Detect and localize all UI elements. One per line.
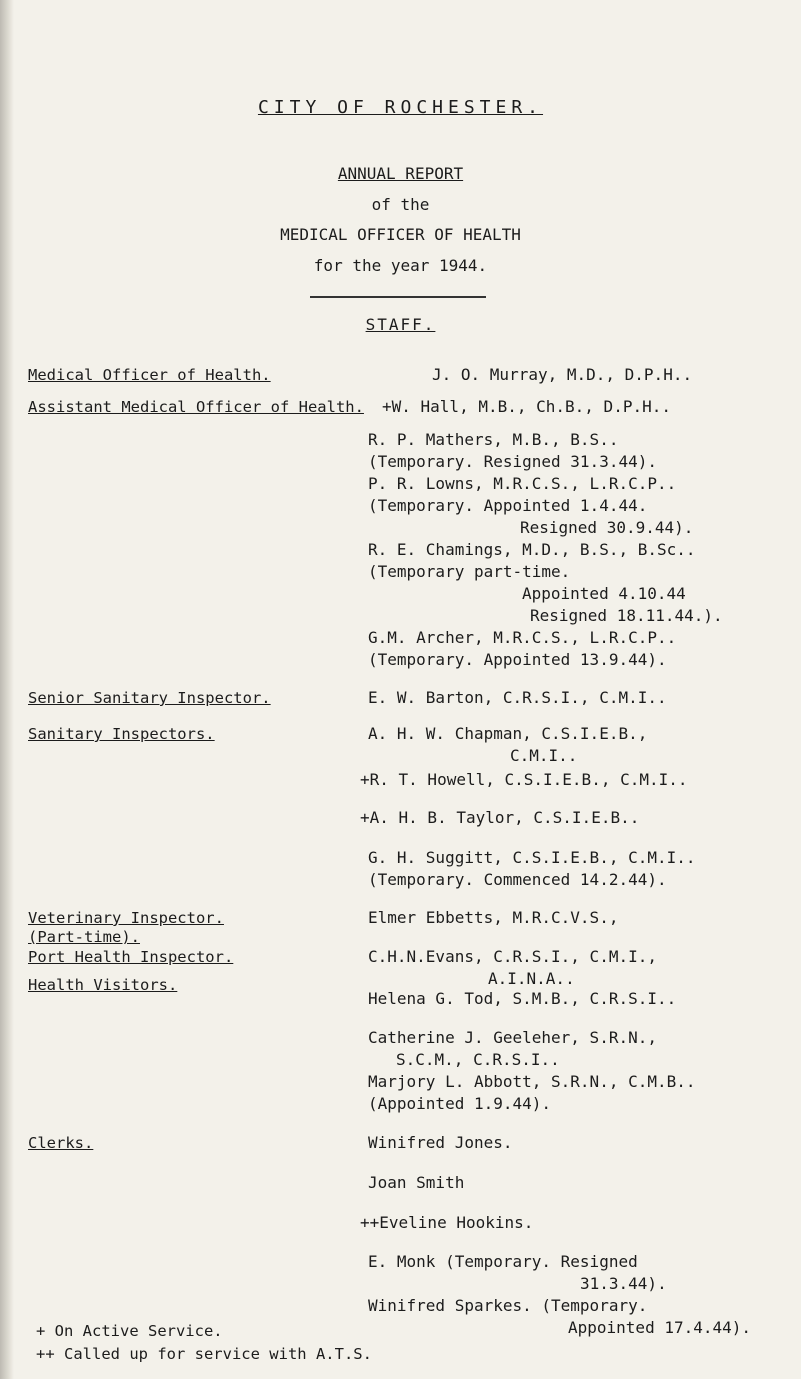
vet-value: Elmer Ebbetts, M.R.C.V.S., — [368, 908, 619, 927]
clerks-line: Joan Smith — [368, 1173, 465, 1192]
amo-line: (Temporary. Appointed 13.9.44). — [368, 650, 667, 669]
report-subtitle-of: of the — [371, 195, 430, 214]
si-line: A. H. W. Chapman, C.S.I.E.B., — [368, 724, 648, 743]
amo-line: Appointed 4.10.44 — [522, 584, 686, 603]
si-line: (Temporary. Commenced 14.2.44). — [368, 870, 667, 889]
amo-line: P. R. Lowns, M.R.C.S., L.R.C.P.. — [368, 474, 677, 493]
footnote-ats: ++ Called up for service with A.T.S. — [36, 1345, 372, 1363]
amo-line: (Temporary. Resigned 31.3.44). — [368, 452, 657, 471]
header-divider — [310, 296, 486, 298]
clerks-line: ++Eveline Hookins. — [360, 1213, 534, 1232]
moh-label: Medical Officer of Health. — [28, 366, 271, 384]
ssi-value: E. W. Barton, C.R.S.I., C.M.I.. — [368, 688, 667, 707]
hv-line: (Appointed 1.9.44). — [368, 1094, 552, 1113]
amo-line: R. E. Chamings, M.D., B.S., B.Sc.. — [368, 540, 696, 559]
report-subtitle: ANNUAL REPORT — [337, 164, 464, 183]
si-line: G. H. Suggitt, C.S.I.E.B., C.M.I.. — [368, 848, 696, 867]
hv-line: Marjory L. Abbott, S.R.N., C.M.B.. — [368, 1072, 696, 1091]
hv-line: Helena G. Tod, S.M.B., C.R.S.I.. — [368, 989, 677, 1008]
report-subtitle-year: for the year 1944. — [313, 256, 488, 275]
amo-line: (Temporary. Appointed 1.4.44. — [368, 496, 648, 515]
hv-line: Catherine J. Geeleher, S.R.N., — [368, 1028, 657, 1047]
amo-line: R. P. Mathers, M.B., B.S.. — [368, 430, 619, 449]
port-value: C.H.N.Evans, C.R.S.I., C.M.I., — [368, 947, 657, 966]
vet-label-parttime: (Part-time). — [28, 928, 140, 946]
city-title: CITY OF ROCHESTER. — [257, 97, 544, 118]
moh-value: J. O. Murray, M.D., D.P.H.. — [432, 365, 693, 384]
clerks-line: E. Monk (Temporary. Resigned — [368, 1252, 638, 1271]
si-line: +A. H. B. Taylor, C.S.I.E.B.. — [360, 808, 640, 827]
footnote-active-service: + On Active Service. — [36, 1322, 223, 1340]
clerks-line: Appointed 17.4.44). — [568, 1318, 752, 1337]
amo-line: (Temporary part-time. — [368, 562, 571, 581]
amo-label: Assistant Medical Officer of Health. — [28, 398, 364, 416]
clerks-line: Winifred Jones. — [368, 1133, 513, 1152]
hv-line: S.C.M., C.R.S.I.. — [396, 1050, 560, 1069]
amo-line: Resigned 30.9.44). — [520, 518, 694, 537]
amo-line: Resigned 18.11.44.). — [530, 606, 723, 625]
si-line: C.M.I.. — [510, 746, 578, 765]
hv-label: Health Visitors. — [28, 976, 178, 994]
hv-line: A.I.N.A.. — [488, 969, 575, 988]
report-subtitle-officer: MEDICAL OFFICER OF HEALTH — [280, 225, 521, 244]
si-line: +R. T. Howell, C.S.I.E.B., C.M.I.. — [360, 770, 688, 789]
vet-label: Veterinary Inspector. — [28, 909, 224, 927]
amo-value: +W. Hall, M.B., Ch.B., D.P.H.. — [382, 397, 671, 416]
amo-line: G.M. Archer, M.R.C.S., L.R.C.P.. — [368, 628, 677, 647]
port-label: Port Health Inspector. — [28, 948, 234, 966]
staff-heading: STAFF. — [365, 315, 436, 334]
clerks-label: Clerks. — [28, 1134, 94, 1152]
clerks-line: Winifred Sparkes. (Temporary. — [368, 1296, 648, 1315]
si-label: Sanitary Inspectors. — [28, 725, 215, 743]
clerks-line: 31.3.44). — [580, 1274, 667, 1293]
ssi-label: Senior Sanitary Inspector. — [28, 689, 271, 707]
